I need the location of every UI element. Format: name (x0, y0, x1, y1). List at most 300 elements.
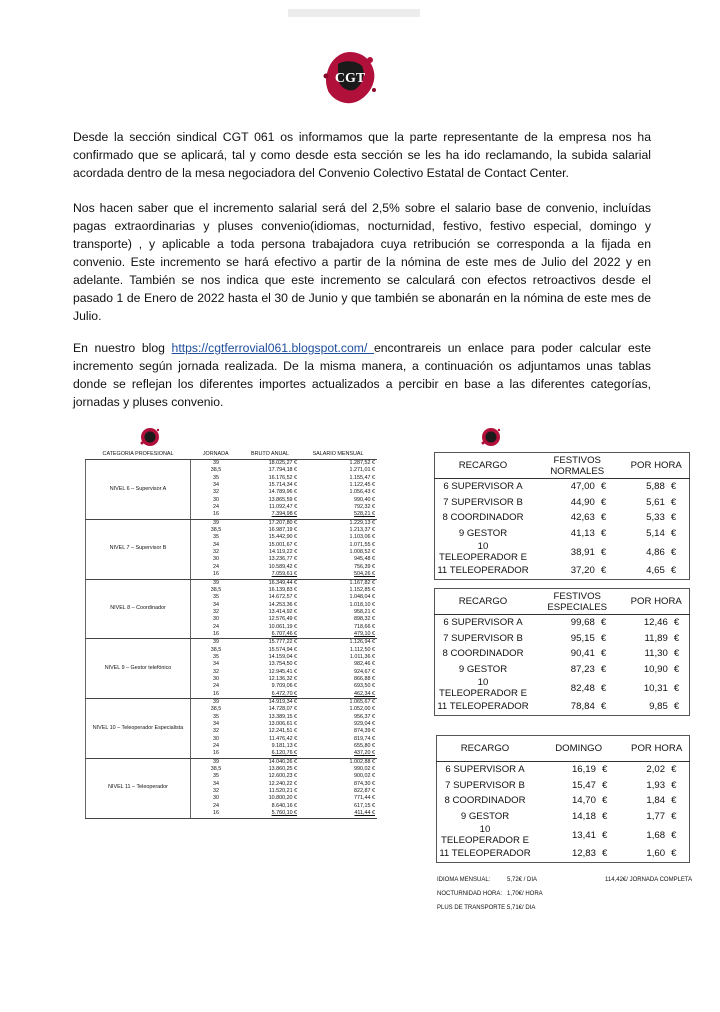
bruto-anual-cell: 7.394,98 € (241, 511, 299, 519)
recargo-cell: 7 SUPERVISOR B (443, 496, 523, 508)
euro-sign: € (673, 682, 680, 694)
jornada-cell: 24 (213, 743, 219, 750)
salario-mensual-cell: 1.155,47 € (349, 474, 375, 481)
bruto-anual-cell: 16.349,44 € (268, 579, 298, 586)
domingo-table (436, 735, 690, 863)
paragraph-3-after: encontrareis un enlace para poder calcular este incremento según jornada realizada. De la misma manera, a continuación os adjuntamos unas tablas donde se reflejan los diferentes importes actualizados a percibir en base a las diferentes categorías, jornadas y pluses convenio. (73, 341, 651, 409)
salario-mensual-cell: 1.213,37 € (349, 527, 375, 534)
bruto-anual-cell: 12.945,41 € (268, 668, 298, 675)
domingo-row (437, 824, 690, 846)
amount-cell: 99,68 (570, 617, 595, 629)
domingo-header (437, 736, 690, 762)
header-jornada: JORNADA (191, 451, 242, 460)
category-cell: NIVEL 11 – Teleoperador (86, 758, 191, 818)
per-hour-cell: 5,33 (646, 512, 665, 524)
salario-mensual-cell: 718,66 € (354, 623, 375, 630)
salario-mensual-cell: 1.152,85 € (349, 586, 375, 593)
salario-mensual-cell: 819,74 € (354, 735, 375, 742)
euro-sign: € (671, 795, 677, 807)
salario-mensual-cell: 1.048,04 € (349, 594, 375, 601)
per-hour-cell: 9,85 (649, 701, 668, 713)
euro-sign: € (600, 512, 607, 524)
domingo-row (437, 846, 690, 862)
salary-row (86, 699, 378, 707)
euro-sign: € (670, 481, 677, 493)
per-hour-cell: 1,93 (646, 779, 666, 791)
salario-mensual-cell: 1.056,43 € (349, 489, 375, 496)
bruto-anual-cell: 18.025,27 € (268, 460, 298, 467)
bruto-anual-cell: 12.576,49 € (268, 616, 298, 623)
nocturnidad-label: NOCTURNIDAD HORA: (437, 891, 503, 897)
jornada-cell: 30 (213, 496, 219, 503)
transporte-label: PLUS DE TRANSPORTE : (437, 905, 509, 911)
recargo-cell: 11 TELEOPERADOR (437, 701, 529, 713)
festivos-especiales-row (435, 662, 690, 678)
euro-sign: € (670, 496, 677, 508)
festivos-normales-row (435, 479, 690, 495)
per-hour-cell: 2,02 (646, 764, 666, 776)
recargo-cell: 6 SUPERVISOR A (445, 764, 525, 776)
euro-sign: € (601, 795, 608, 807)
euro-sign: € (600, 663, 607, 675)
jornada-cell: 34 (213, 541, 219, 548)
transporte-value: 5,71€/ DIA (507, 905, 536, 911)
domingo-row (437, 809, 690, 825)
amount-cell: 37,20 (570, 565, 595, 577)
per-hour-cell: 1,84 (646, 795, 666, 807)
salario-mensual-cell: 958,21 € (354, 608, 375, 615)
salario-mensual-cell: 898,32 € (354, 616, 375, 623)
recargo-cell: 7 SUPERVISOR B (443, 632, 523, 644)
bruto-anual-cell: 14.672,57 € (268, 594, 298, 601)
per-hour-cell: 11,30 (644, 648, 668, 660)
bruto-anual-cell: 13.236,77 € (268, 556, 298, 563)
bruto-anual-cell: 9.709,06 € (271, 683, 298, 690)
per-hour-cell: 11,89 (644, 632, 668, 644)
paragraph-1 (73, 128, 651, 182)
bruto-anual-cell: 11.092,47 € (268, 504, 298, 511)
festivos-normales-body (435, 479, 690, 580)
jornada-cell: 32 (213, 549, 219, 556)
euro-sign: € (671, 764, 677, 776)
euro-sign: € (670, 546, 677, 558)
euro-sign: € (671, 829, 677, 841)
jornada-cell: 39 (213, 699, 219, 706)
bruto-anual-cell: 15.714,34 € (268, 482, 298, 489)
salario-mensual-cell: 437,20 € (299, 750, 377, 758)
domingo-row (437, 793, 690, 809)
salario-mensual-cell: 990,02 € (354, 766, 375, 773)
bruto-anual-cell: 12.136,32 € (268, 675, 298, 682)
amount-cell: 16,19 (571, 764, 596, 776)
salary-table (85, 451, 377, 819)
festivos-normales-row (435, 510, 690, 526)
bruto-anual-cell: 14.919,34 € (268, 699, 298, 706)
per-hour-cell: 4,65 (646, 565, 665, 577)
amount-cell: 87,23 (570, 663, 595, 675)
jornada-cell: 16 (191, 750, 242, 758)
amount-cell: 82,48 (570, 682, 595, 694)
jornada-cell: 32 (213, 728, 219, 735)
recargo-cell: 10 TELEOPERADOR E (439, 677, 527, 699)
festivos-normales-row (435, 563, 690, 579)
jornada-cell: 30 (213, 556, 219, 563)
salario-mensual-cell: 822,87 € (354, 788, 375, 795)
bruto-anual-cell: 13.414,92 € (268, 608, 298, 615)
jornada-cell: 30 (213, 675, 219, 682)
euro-sign: € (600, 527, 607, 539)
fn-header-por-hora: POR HORA (623, 453, 689, 479)
amount-cell: 41,13 (570, 527, 595, 539)
paragraph-1-text: Desde la sección sindical CGT 061 os informamos que la parte representante de la empresa nos ha confirmado que se aplicará, tal y como desde esta sección se les ha ido reclamando, la subida salarial acordada dentro de la mesa negociadora del Convenio Colectivo Estatal de Contact Center. (73, 130, 651, 180)
recargo-cell: 10 TELEOPERADOR E (441, 824, 529, 846)
bruto-anual-cell: 12.240,22 € (268, 780, 298, 787)
per-hour-cell: 5,88 (646, 481, 665, 493)
per-hour-cell: 5,61 (646, 496, 665, 508)
jornada-cell: 16 (191, 571, 242, 579)
bruto-anual-cell: 6.472,70 € (241, 691, 299, 699)
cgt-logo (318, 46, 382, 110)
jornada-cell: 34 (213, 721, 219, 728)
jornada-cell: 38,5 (210, 527, 222, 534)
bruto-anual-cell: 14.789,96 € (268, 489, 298, 496)
fe-header-por-hora: POR HORA (623, 589, 689, 615)
bruto-anual-cell: 10.061,19 € (268, 623, 298, 630)
bruto-anual-cell: 13.754,50 € (268, 661, 298, 668)
amount-cell: 15,47 (571, 779, 596, 791)
header-bruto-anual: BRUTO ANUAL (241, 451, 299, 460)
festivos-normales-row (435, 541, 690, 563)
festivos-normales-row (435, 495, 690, 511)
bruto-anual-cell: 10.800,20 € (268, 795, 298, 802)
recargo-cell: 8 COORDINADOR (444, 795, 526, 807)
salario-mensual-cell: 929,04 € (354, 721, 375, 728)
salario-mensual-cell: 1.271,01 € (349, 467, 375, 474)
euro-sign: € (673, 701, 680, 713)
salario-mensual-cell: 479,10 € (299, 631, 377, 639)
jornada-cell: 38,5 (210, 646, 222, 653)
salario-mensual-cell: 1.287,52 € (349, 460, 375, 467)
recargo-cell: 8 COORDINADOR (442, 512, 524, 524)
jornada-cell: 16 (191, 511, 242, 519)
salario-mensual-cell: 1.071,55 € (349, 541, 375, 548)
paragraph-3-before: En nuestro blog (73, 341, 172, 355)
salary-table-header (86, 451, 378, 460)
jornada-cell: 35 (213, 474, 219, 481)
bruto-anual-cell: 13.389,15 € (268, 713, 298, 720)
dom-header-domingo: DOMINGO (533, 736, 624, 762)
festivos-especiales-row (435, 615, 690, 631)
amount-cell: 13,41 (571, 829, 596, 841)
festivos-especiales-row (435, 699, 690, 715)
salary-row (86, 460, 378, 468)
bruto-anual-cell: 12.600,23 € (268, 773, 298, 780)
fn-header-festivos: FESTIVOS NORMALES (531, 453, 623, 479)
per-hour-cell: 4,86 (646, 546, 665, 558)
fe-header-recargo: RECARGO (435, 589, 532, 615)
recargo-cell: 10 TELEOPERADOR E (439, 541, 527, 563)
jornada-cell: 24 (213, 683, 219, 690)
euro-sign: € (600, 682, 607, 694)
salario-mensual-cell: 792,32 € (354, 504, 375, 511)
jornada-cell: 32 (213, 608, 219, 615)
jornada-cell: 24 (213, 802, 219, 809)
jornada-cell: 35 (213, 534, 219, 541)
per-hour-cell: 1,68 (646, 829, 666, 841)
euro-sign: € (670, 512, 677, 524)
per-hour-cell: 1,77 (646, 810, 666, 822)
bruto-anual-cell: 16.139,83 € (268, 586, 298, 593)
salario-mensual-cell: 945,48 € (354, 556, 375, 563)
jornada-cell: 39 (213, 460, 219, 467)
festivos-especiales-body (435, 615, 690, 716)
domingo-row (437, 778, 690, 794)
jornada-cell: 34 (213, 482, 219, 489)
paragraph-2-text: Nos hacen saber que el incremento salarial será del 2,5% sobre el salario base de convenio, incluídas pagas extraordinarias y pluses convenio(idiomas, nocturnidad, festivo, festivo especial, domingo y transporte) , y aplicable a toda persona trabajadora cuya retribución se corresponda a la fijada en convenio. Este incremento se hará efectivo a partir de la nómina de este mes de Julio del 2022 y en adelante. También se nos indica que este incremento se calculará con efectos retroactivos desde el pasado 1 de Enero de 2022 hasta el 30 de Junio y que también se abonarán en la nómina de este mes de Julio. (73, 201, 651, 323)
jornada-cell: 16 (191, 810, 242, 818)
bruto-anual-cell: 8.640,16 € (271, 802, 298, 809)
dom-header-por-hora: POR HORA (624, 736, 689, 762)
salario-mensual-cell: 1.229,13 € (349, 519, 375, 526)
bruto-anual-cell: 17.794,18 € (268, 467, 298, 474)
jornada-cell: 39 (213, 639, 219, 646)
euro-sign: € (671, 779, 677, 791)
salario-mensual-cell: 1.052,00 € (349, 706, 375, 713)
cgt-logo-small-left (138, 425, 162, 449)
amount-cell: 42,63 (570, 512, 595, 524)
salario-mensual-cell: 1.122,45 € (349, 482, 375, 489)
festivos-especiales-row (435, 677, 690, 699)
header-bar (288, 9, 420, 17)
idioma-label: IDIOMA MENSUAL: (437, 877, 491, 883)
bruto-anual-cell: 6.120,76 € (241, 750, 299, 758)
euro-sign: € (600, 701, 607, 713)
logo-text: CGT (334, 71, 366, 86)
category-cell: NIVEL 6 – Supervisor A (86, 460, 191, 520)
salary-row (86, 639, 378, 647)
bruto-anual-cell: 14.253,36 € (268, 601, 298, 608)
bruto-anual-cell: 15.001,67 € (268, 541, 298, 548)
amount-cell: 14,70 (571, 795, 596, 807)
amount-cell: 14,18 (571, 810, 596, 822)
bruto-anual-cell: 14.159,04 € (268, 653, 298, 660)
amount-cell: 95,15 (570, 632, 595, 644)
festivos-especiales-table (434, 588, 690, 716)
salario-mensual-cell: 1.011,36 € (349, 653, 375, 660)
jornada-cell: 38,5 (210, 586, 222, 593)
idioma-value: 5,72€ / DIA (507, 877, 538, 883)
jornada-cell: 35 (213, 653, 219, 660)
recargo-cell: 7 SUPERVISOR B (445, 779, 525, 791)
salario-mensual-cell: 1.018,10 € (349, 601, 375, 608)
jornada-cell: 38,5 (210, 706, 222, 713)
salario-mensual-cell: 655,80 € (354, 743, 375, 750)
paragraph-3-text (73, 339, 651, 411)
euro-sign: € (600, 496, 607, 508)
salario-mensual-cell: 866,88 € (354, 675, 375, 682)
salario-mensual-cell: 990,40 € (354, 496, 375, 503)
festivos-normales-header (435, 453, 690, 479)
festivos-normales-row (435, 526, 690, 542)
salario-mensual-cell: 1.008,52 € (349, 549, 375, 556)
salario-mensual-cell: 956,37 € (354, 713, 375, 720)
recargo-cell: 11 TELEOPERADOR (439, 848, 531, 860)
jornada-cell: 35 (213, 713, 219, 720)
euro-sign: € (600, 565, 607, 577)
salario-mensual-cell: 504,26 € (299, 571, 377, 579)
jornada-cell: 34 (213, 661, 219, 668)
salario-mensual-cell: 756,39 € (354, 563, 375, 570)
jornada-cell: 30 (213, 795, 219, 802)
euro-sign: € (673, 632, 680, 644)
bruto-anual-cell: 16.987,19 € (268, 527, 298, 534)
euro-sign: € (601, 764, 608, 776)
recargo-cell: 6 SUPERVISOR A (443, 617, 523, 629)
salario-mensual-cell: 771,44 € (354, 795, 375, 802)
jornada-cell: 38,5 (210, 467, 222, 474)
per-hour-cell: 12,46 (643, 617, 668, 629)
bruto-anual-cell: 14.728,07 € (268, 706, 298, 713)
bruto-anual-cell: 7.059,61 € (241, 571, 299, 579)
salario-mensual-cell: 1.103,06 € (349, 534, 375, 541)
bruto-anual-cell: 15.777,22 € (268, 639, 298, 646)
jornada-cell: 24 (213, 563, 219, 570)
amount-cell: 47,00 (570, 481, 595, 493)
euro-sign: € (670, 565, 677, 577)
euro-sign: € (673, 663, 680, 675)
salario-mensual-cell: 1.065,67 € (349, 699, 375, 706)
bruto-anual-cell: 15.442,90 € (268, 534, 298, 541)
salario-mensual-cell: 874,39 € (354, 728, 375, 735)
salario-mensual-cell: 874,30 € (354, 780, 375, 787)
salario-mensual-cell: 528,21 € (299, 511, 377, 519)
jornada-cell: 35 (213, 594, 219, 601)
salary-table-body (86, 460, 378, 819)
salary-row (86, 579, 378, 587)
per-hour-cell: 5,14 (646, 527, 665, 539)
euro-sign: € (600, 481, 607, 493)
euro-sign: € (673, 648, 680, 660)
idioma-full: 114,42€/ JORNADA COMPLETA (605, 877, 693, 883)
nocturnidad-value: 1,70€/ HORA (507, 891, 543, 897)
dom-header-recargo: RECARGO (437, 736, 534, 762)
euro-sign: € (601, 810, 608, 822)
jornada-cell: 30 (213, 735, 219, 742)
per-hour-cell: 1,60 (646, 848, 666, 860)
amount-cell: 78,84 (570, 701, 595, 713)
category-cell: NIVEL 8 – Coordinador (86, 579, 191, 639)
festivos-normales-table (434, 452, 690, 580)
bruto-anual-cell: 13.006,61 € (268, 721, 298, 728)
bruto-anual-cell: 17.207,80 € (268, 519, 298, 526)
bruto-anual-cell: 10.589,42 € (268, 563, 298, 570)
salario-mensual-cell: 693,50 € (354, 683, 375, 690)
euro-sign: € (600, 617, 607, 629)
bruto-anual-cell: 13.860,25 € (268, 766, 298, 773)
euro-sign: € (600, 632, 607, 644)
blog-link[interactable]: https://cgtferrovial061.blogspot.com/ (171, 341, 374, 355)
jornada-cell: 34 (213, 780, 219, 787)
fe-header-festivos: FESTIVOS ESPECIALES (531, 589, 623, 615)
salario-mensual-cell: 462,34 € (299, 691, 377, 699)
jornada-cell: 34 (213, 601, 219, 608)
jornada-cell: 16 (191, 631, 242, 639)
recargo-cell: 9 GESTOR (458, 663, 508, 675)
salario-mensual-cell: 1.002,88 € (349, 758, 375, 765)
bruto-anual-cell: 13.865,59 € (268, 496, 298, 503)
recargo-cell: 9 GESTOR (458, 527, 508, 539)
jornada-cell: 39 (213, 519, 219, 526)
bruto-anual-cell: 14.040,26 € (268, 758, 298, 765)
euro-sign: € (601, 848, 608, 860)
recargo-cell: 6 SUPERVISOR A (443, 481, 523, 493)
jornada-cell: 39 (213, 758, 219, 765)
jornada-cell: 32 (213, 668, 219, 675)
bruto-anual-cell: 5.760,10 € (241, 810, 299, 818)
jornada-cell: 32 (213, 788, 219, 795)
festivos-especiales-row (435, 646, 690, 662)
recargo-cell: 8 COORDINADOR (442, 648, 524, 660)
recargo-cell: 9 GESTOR (460, 810, 510, 822)
domingo-body (437, 762, 690, 863)
jornada-cell: 16 (191, 691, 242, 699)
euro-sign: € (670, 527, 677, 539)
per-hour-cell: 10,90 (643, 663, 668, 675)
jornada-cell: 30 (213, 616, 219, 623)
paragraph-3 (73, 339, 651, 411)
jornada-cell: 24 (213, 504, 219, 511)
amount-cell: 90,41 (570, 648, 595, 660)
jornada-cell: 38,5 (210, 766, 222, 773)
salario-mensual-cell: 1.126,94 € (349, 639, 375, 646)
category-cell: NIVEL 9 – Gestor telefónico (86, 639, 191, 699)
jornada-cell: 39 (213, 579, 219, 586)
bruto-anual-cell: 6.707,46 € (241, 631, 299, 639)
euro-sign: € (600, 648, 607, 660)
category-cell: NIVEL 7 – Supervisor B (86, 519, 191, 579)
salario-mensual-cell: 924,67 € (354, 668, 375, 675)
euro-sign: € (600, 546, 607, 558)
fn-header-recargo: RECARGO (435, 453, 532, 479)
euro-sign: € (601, 829, 608, 841)
bruto-anual-cell: 11.476,42 € (268, 735, 298, 742)
festivos-especiales-header (435, 589, 690, 615)
domingo-row (437, 762, 690, 778)
header-salario-mensual: SALARIO MENSUAL (299, 451, 377, 460)
salario-mensual-cell: 411,44 € (299, 810, 377, 818)
salario-mensual-cell: 617,15 € (354, 802, 375, 809)
salario-mensual-cell: 1.167,82 € (349, 579, 375, 586)
header-categoria: CATEGORIA PROFESIONAL (86, 451, 191, 460)
cgt-logo-small-right (479, 425, 503, 449)
jornada-cell: 32 (213, 489, 219, 496)
bruto-anual-cell: 16.176,52 € (268, 474, 298, 481)
bruto-anual-cell: 9.181,13 € (271, 743, 298, 750)
amount-cell: 38,91 (570, 546, 595, 558)
bruto-anual-cell: 12.241,51 € (268, 728, 298, 735)
paragraph-2 (73, 199, 651, 325)
euro-sign: € (601, 779, 608, 791)
salario-mensual-cell: 982,46 € (354, 661, 375, 668)
jornada-cell: 24 (213, 623, 219, 630)
euro-sign: € (671, 848, 677, 860)
euro-sign: € (671, 810, 677, 822)
category-cell: NIVEL 10 – Teleoperador Especialista (86, 699, 191, 759)
festivos-especiales-row (435, 631, 690, 647)
salary-row (86, 758, 378, 766)
amount-cell: 12,83 (571, 848, 596, 860)
euro-sign: € (673, 617, 680, 629)
